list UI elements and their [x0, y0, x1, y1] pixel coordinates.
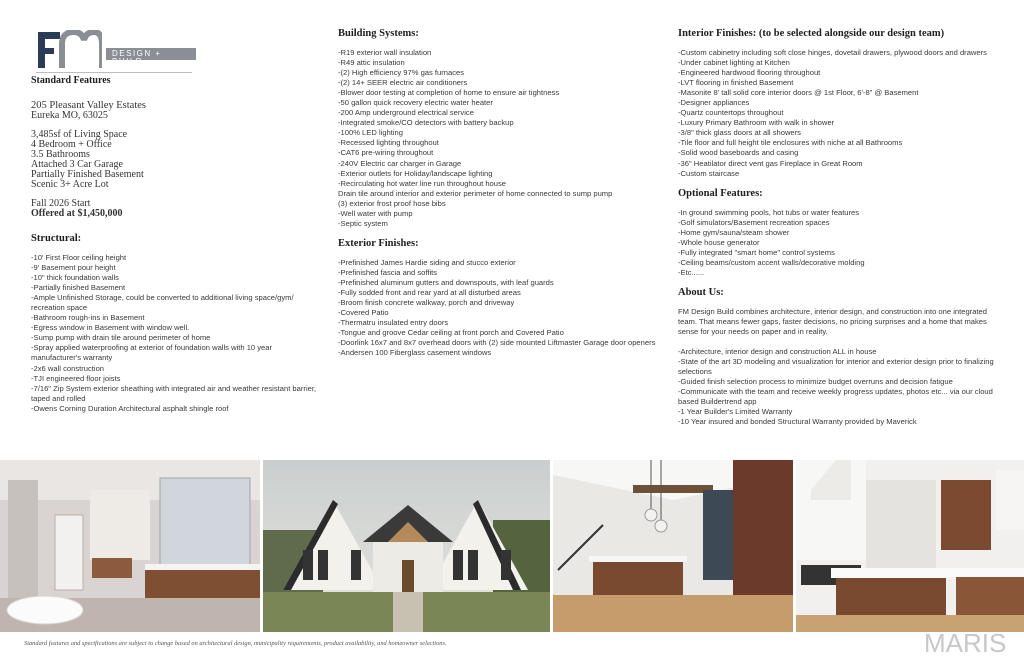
- list-item: -200 Amp underground electrical service: [338, 108, 474, 118]
- list-item: -Recessed lighting throughout: [338, 138, 439, 148]
- list-item: -Spray applied waterproofing at exterior of foundation walls with 10 year manufacturer's warranty: [31, 343, 273, 363]
- list-item: -Custom staircase: [678, 168, 740, 178]
- list-item: -Septic system: [338, 218, 388, 228]
- list-item: -Broom finish concrete walkway, porch and driveway: [338, 298, 515, 308]
- list-item: -State of the art 3D modeling and visualization for interior and exterior design prior to finalizing selections: [678, 357, 994, 377]
- building-systems-heading: Building Systems:: [338, 28, 419, 39]
- spec-item: 4 Bedroom + Office: [31, 139, 112, 150]
- list-item: -Covered Patio: [338, 308, 389, 318]
- list-item: -Guided finish selection process to minimize budget overruns and decision fatigue: [678, 377, 953, 387]
- list-item: -Integrated smoke/CO detectors with battery backup: [338, 118, 514, 128]
- list-item: -Architecture, interior design and construction ALL in house: [678, 347, 877, 357]
- list-item: -Prefinished aluminum gutters and downspouts, with leaf guards: [338, 277, 554, 287]
- list-item: -Golf simulators/Basement recreation spaces: [678, 217, 830, 227]
- list-item: -Solid wood baseboards and casing: [678, 148, 799, 158]
- maris-watermark: MARIS: [924, 628, 1007, 658]
- about-heading: About Us:: [678, 286, 724, 298]
- disclaimer-footnote: Standard features and specifications are subject to change based on architectural design, municipality requirements, product availability, and homeowner selections.: [24, 640, 447, 647]
- list-item: -Designer appliances: [678, 98, 750, 108]
- list-item: -Under cabinet lighting at Kitchen: [678, 58, 790, 68]
- list-item: -Blower door testing at completion of home to ensure air tightness: [338, 88, 560, 98]
- list-item: -Sump pump with drain tile around perimeter of home: [31, 333, 211, 343]
- list-item: -Home gym/sauna/steam shower: [678, 227, 790, 237]
- building-systems-list: [338, 48, 656, 229]
- list-item: -Tile floor and full height tile enclosures with niche at all Bathrooms: [678, 138, 903, 148]
- list-item: -Fully integrated "smart home" control systems: [678, 247, 835, 257]
- list-item: -Ceiling beams/custom accent walls/decorative molding: [678, 257, 865, 267]
- list-item: -Ample Unfinished Storage, could be converted to additional living space/gym/ recreation space: [31, 293, 294, 313]
- start-date: Fall 2026 Start: [31, 198, 91, 209]
- list-item: -10 Year insured and bonded Structural Warranty provided by Maverick: [678, 417, 917, 427]
- list-item: -LVT flooring in finished Basement: [678, 78, 794, 88]
- list-item: -36" Heatilator direct vent gas Fireplace in Great Room: [678, 158, 863, 168]
- list-item: -Partially finished Basement: [31, 283, 126, 293]
- list-item: -Doorlink 16x7 and 8x7 overhead doors with (2) side mounted Liftmaster Garage door openers: [338, 338, 656, 348]
- bathroom-photo: [0, 460, 260, 632]
- list-item: -Recirculating hot water line run throughout house: [338, 178, 507, 188]
- list-item: -9' Basement pour height: [31, 263, 116, 273]
- logo-tagline: DESIGN + BUILD: [106, 48, 196, 60]
- list-item: -Quartz countertops throughout: [678, 108, 784, 118]
- optional-features-heading: Optional Features:: [678, 187, 763, 199]
- list-item: -R49 attic insulation: [338, 58, 405, 68]
- list-item: -Custom cabinetry including soft close hinges, dovetail drawers, plywood doors and drawers: [678, 48, 987, 57]
- fm-logo-mark: [36, 30, 102, 70]
- structural-list: [31, 253, 321, 414]
- spec-list: [31, 130, 321, 190]
- list-item: -7/16" Zip System exterior sheathing with integrated air and weather resistant barrier, taped and rolled: [31, 383, 317, 403]
- structural-heading: Structural:: [31, 233, 82, 244]
- list-item: -Etc......: [678, 267, 705, 277]
- standard-features-heading: Standard Features: [31, 75, 111, 86]
- list-item: -Bathroom rough-ins in Basement: [31, 313, 145, 323]
- list-item: -Tongue and groove Cedar ceiling at front porch and Covered Patio: [338, 328, 564, 338]
- exterior-finishes-list: [338, 258, 656, 358]
- list-item: -Communicate with the team and receive weekly progress updates, photos etc... via our cloud based Buildertrend app: [678, 387, 993, 407]
- list-item: -2x6 wall construction: [31, 363, 105, 373]
- exterior-finishes-heading: Exterior Finishes:: [338, 237, 419, 249]
- list-item: -10" thick foundation walls: [31, 273, 119, 283]
- about-intro: FM Design Build combines architecture, interior design, and construction into one integrated team. That means fewer gaps, faster decisions, no pricing surprises and a home that makes sense for your needs on paper and in reality.: [678, 306, 987, 337]
- fm-logo: [36, 30, 196, 74]
- kitchen-photo-2: [796, 460, 1024, 632]
- list-item: -50 gallon quick recovery electric water heater: [338, 98, 493, 108]
- list-item: -Prefinished James Hardie siding and stucco exterior: [338, 257, 516, 267]
- address-line-2: Eureka MO, 63025: [31, 110, 108, 121]
- list-item: -Engineered hardwood flooring throughout: [678, 68, 821, 78]
- list-item: -CAT6 pre-wiring throughout: [338, 148, 434, 158]
- list-item: -240V Electric car charger in Garage: [338, 158, 462, 168]
- spec-item: Attached 3 Car Garage: [31, 159, 123, 170]
- list-item: -Exterior outlets for Holiday/landscape lighting: [338, 168, 493, 178]
- exterior-photo: [263, 460, 550, 632]
- list-item: -In ground swimming pools, hot tubs or water features: [678, 207, 860, 217]
- list-item: -(2) 14+ SEER electric air conditioners: [338, 78, 468, 88]
- list-item: -Well water with pump: [338, 208, 413, 218]
- list-item: (3) exterior frost proof hose bibs: [338, 198, 446, 208]
- interior-finishes-heading: Interior Finishes: (to be selected alongside our design team): [678, 28, 945, 39]
- list-item: Drain tile around interior and exterior perimeter of home connected to sump pump: [338, 188, 613, 198]
- list-item: -3/8" thick glass doors at all showers: [678, 128, 801, 138]
- interior-finishes-list: [678, 48, 998, 179]
- list-item: -Thermatru insulated entry doors: [338, 318, 449, 328]
- list-item: -1 Year Builder's Limited Warranty: [678, 407, 793, 417]
- list-item: -Andersen 100 Fiberglass casement windows: [338, 348, 492, 358]
- list-item: -Luxury Primary Bathroom with walk in shower: [678, 118, 835, 128]
- spec-item: Scenic 3+ Acre Lot: [31, 179, 109, 190]
- spec-item: 3.5 Bathrooms: [31, 149, 90, 160]
- kitchen-photo-1: [553, 460, 793, 632]
- spec-item: Partially Finished Basement: [31, 169, 144, 180]
- list-item: -Owens Corning Duration Architectural asphalt shingle roof: [31, 403, 229, 413]
- column-right: [678, 28, 998, 427]
- column-middle: [338, 28, 656, 358]
- list-item: -10' First Floor ceiling height: [31, 253, 127, 262]
- list-item: -R19 exterior wall insulation: [338, 48, 432, 57]
- optional-features-list: [678, 208, 998, 278]
- list-item: -Fully sodded front and rear yard at all disturbed areas: [338, 287, 521, 297]
- photo-strip: [0, 460, 1024, 632]
- list-item: -Egress window in Basement with window well.: [31, 323, 190, 333]
- list-item: -100% LED lighting: [338, 128, 404, 138]
- list-item: -TJI engineered floor joists: [31, 373, 121, 383]
- column-left: [31, 75, 321, 414]
- list-item: -Masonite 8' tall solid core interior doors @ 1st Floor, 6'-8" @ Basement: [678, 88, 919, 98]
- logo-divider: [36, 72, 192, 73]
- list-item: -(2) High efficiency 97% gas furnaces: [338, 68, 465, 78]
- list-item: -Prefinished fascia and soffits: [338, 267, 438, 277]
- spec-item: 3,485sf of Living Space: [31, 129, 128, 140]
- address-line-1: 205 Pleasant Valley Estates: [31, 100, 146, 111]
- offer-price: Offered at $1,450,000: [31, 208, 123, 219]
- list-item: -Whole house generator: [678, 237, 760, 247]
- about-list: [678, 347, 998, 427]
